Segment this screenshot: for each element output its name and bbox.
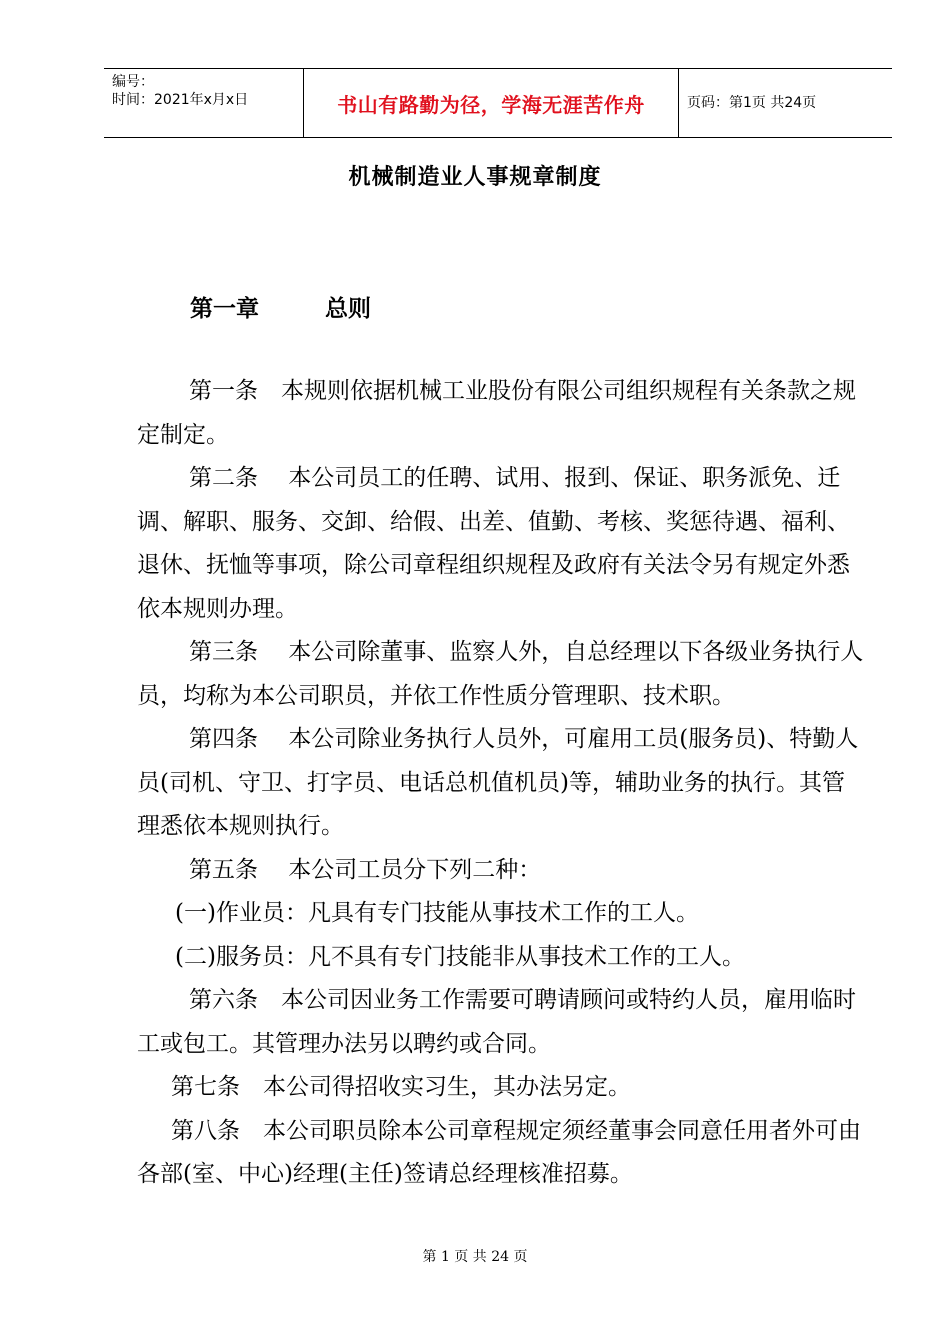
motto-text: 书山有路勤为径，学海无涯苦作舟 — [337, 92, 645, 117]
article-5: 第五条 本公司工员分下列二种： — [189, 856, 542, 883]
time-label: 时间：2021年x月x日 — [112, 92, 249, 108]
chapter-name: 总则 — [325, 295, 371, 322]
article-6: 第六条 本公司因业务工作需要可聘请顾问或特约人员，雇用临时工或包工。其管理办法另以聘约或合同。 — [137, 987, 856, 1057]
article-5-item-2: (二)服务员：凡不具有专门技能非从事技术工作的工人。 — [175, 943, 745, 970]
document-body — [137, 370, 867, 1197]
document-title: 机械制造业人事规章制度 — [348, 164, 602, 190]
page-header — [104, 68, 892, 138]
article-4: 第四条 本公司除业务执行人员外，可雇用工员(服务员)、特勤人员(司机、守卫、打字员、电话总机值机员)等，辅助业务的执行。其管理悉依本规则执行。 — [137, 726, 859, 839]
header-meta-cell — [104, 69, 304, 137]
header-page-cell — [679, 69, 892, 137]
page-info: 页码：第1页 共24页 — [687, 95, 817, 111]
number-label: 编号： — [112, 74, 154, 90]
article-7: 第七条 本公司得招收实习生，其办法另定。 — [171, 1074, 631, 1100]
chapter-heading — [190, 290, 371, 323]
article-2: 第二条 本公司员工的任聘、试用、报到、保证、职务派免、迁调、解职、服务、交卸、给假、出差、值勤、考核、奖惩待遇、福利、退休、抚恤等事项，除公司章程组织规程及政府有关法令另有规定外悉依本规则办理。 — [137, 465, 850, 622]
article-1: 第一条 本规则依据机械工业股份有限公司组织规程有关条款之规定制定。 — [137, 378, 856, 448]
page-footer: 第 1 页 共 24 页 — [422, 1249, 528, 1265]
header-motto-cell — [304, 69, 679, 137]
article-3: 第三条 本公司除董事、监察人外，自总经理以下各级业务执行人员，均称为本公司职员，并依工作性质分管理职、技术职。 — [137, 639, 864, 709]
article-8: 第八条 本公司职员除本公司章程规定须经董事会同意任用者外可由各部(室、中心)经理(主任)签请总经理核准招募。 — [137, 1117, 861, 1187]
article-5-item-1: (一)作业员：凡具有专门技能从事技术工作的工人。 — [175, 900, 699, 926]
chapter-label: 第一章 — [190, 295, 259, 322]
